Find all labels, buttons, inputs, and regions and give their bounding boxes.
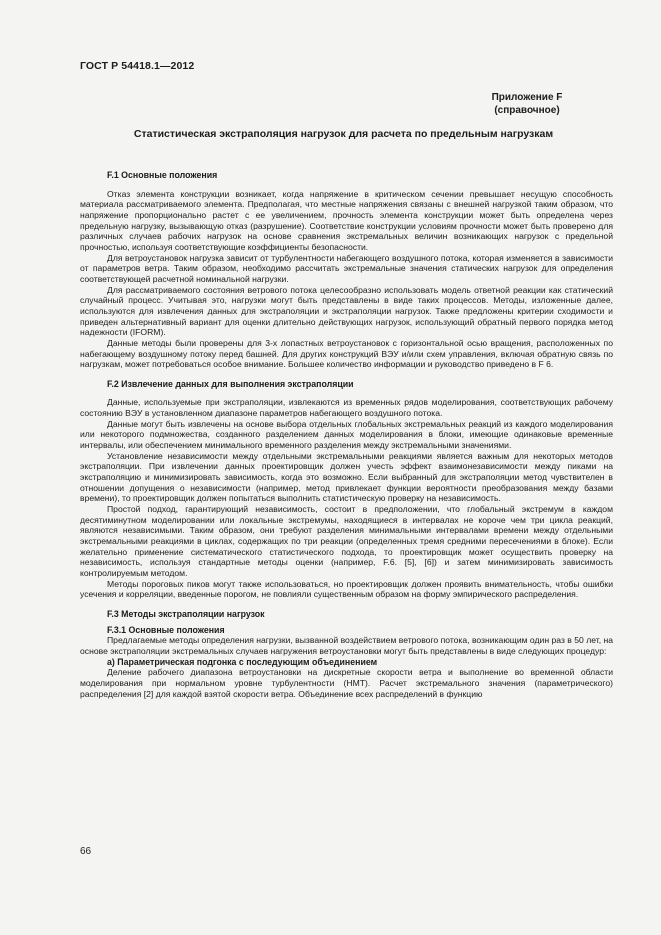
paragraph: Отказ элемента конструкции возникает, когда напряжение в критическом сечении превышает несущую способность материала рассматриваемого элемента. Предполагая, что местные напряжения связаны с внешней нагрузкой таким образом, что напряжение пропорционально растет с ее увеличением, прочность элемента конструкции может быть определена через предельную нагрузку, вызывающую отказ (разрушение). Соответствие конструкции условиям прочности может быть проверено для различных случаев рабочих нагрузок на основе сравнения экстремальных величин возникающих нагрузок с предельной прочностью, используя соответствующие коэффициенты безопасности. [80,188,613,252]
document-code: ГОСТ Р 54418.1—2012 [80,60,195,72]
list-item-a-heading: а) Параметрическая подгонка с последующим объединением [107,656,378,667]
main-title: Статистическая экстраполяция нагрузок для расчета по предельным нагрузкам [133,128,554,140]
paragraph: Для ветроустановок нагрузка зависит от турбулентности набегающего воздушного потока, которая изменяется в зависимости от параметров ветра. Таким образом, необходимо рассчитать экстремальные значения статических нагрузок для определения соответствующей расчетной номинальной нагрузки. [80,252,613,284]
appendix-label [80,91,605,117]
paragraph: Установление независимости между отдельными экстремальными реакциями является важным для некоторых методов экстраполяции. При извлечении данных проектировщик должен учесть эффект взаимонезависимости между пиками на экстраполяцию и минимизировать зависимость, когда это возможно. Если выбранный для экстраполяции метод чувствителен в отношении допущения о независимости (например, метод привлекает функции вероятности преобразования между базами времени), то проектировщик должен попытаться выполнить статистическую проверку на независимость. [80,450,613,504]
section-heading-f1: F.1 Основные положения [107,170,218,180]
subsection-heading-f3-1: F.3.1 Основные положения [107,624,225,635]
paragraph: Данные методы были проверены для 3-х лопастных ветроустановок с горизонтальной осью вращения, расположенных по набегающему воздушному потоку перед башней. Для других конструкций ВЭУ и/или схем управления, включая обратную связь по нагрузкам, может потребоваться особое внимание. Большее количество информации и руководство приведено в F 6. [80,337,613,370]
paragraph: Данные, используемые при экстраполяции, извлекаются из временных рядов моделирования, соответствующих рабочему состоянию ВЭУ в установленном диапазоне параметров набегающего воздушного потока. [80,397,613,419]
paragraph: Предлагаемые методы определения нагрузки, вызванной воздействием ветрового потока, возникающим один раз в 50 лет, на основе экстраполяции экстремальных случаев нагружения ветроустановки могут быть представлены в виде следующих процедур: [80,635,613,656]
section-heading-f2: F.2 Извлечение данных для выполнения экстраполяции [107,378,354,389]
paragraph: Для рассматриваемого состояния ветрового потока целесообразно использовать модель ответной реакции как статический случайный процесс. Учитывая это, нагрузки могут быть представлены в виде таких процессов. Методы, изложенные далее, используются для извлечения данных для экстраполяции и экстраполяции нагрузок. Также предложены критерии сходимости и приведен альтернативный вариант для оценки длительно действующих нагрузок, использующий обратный первого порядка метод надежности (IFORM). [80,284,613,338]
appendix-title: Приложение F [491,92,563,103]
document-body [80,170,613,699]
appendix-status: (справочное) [494,105,560,116]
paragraph: Простой подход, гарантирующий независимость, состоит в предположении, что глобальный экстремум в каждом десятиминутном моделировании или локальные экстремумы, находящиеся в интервалах не короче чем три цикла реакций, являются независимыми. Таким образом, они требуют разделения минимальными интервалами времени между отдельными экстремальными реакциями в циклах, содержащих по три реакции (определенных тремя средними пересечениями в блоке). Если желательно применение систематического статистического подхода, то проектировщик может осуществить проверку на независимость, используя стандартные методы оценки (например, F.6. [5], [6]) и затем минимизировать зависимость контролируемым методом. [80,504,613,578]
section-heading-f3: F.3 Методы экстраполяции нагрузок [107,608,265,619]
paragraph: Деление рабочего диапазона ветроустановки на дискретные скорости ветра и выполнение во временной области моделирования при нормальном уровне турбулентности (НМТ). Расчет экстремального значения (параметрического) распределения [2] для каждой взятой скорости ветра. Объединение всех распределений в функцию [80,667,613,699]
paragraph: Данные могут быть извлечены на основе выбора отдельных глобальных экстремальных реакций из каждого моделирования или некоторого подмножества, созданного разделением данных моделирования в блоки, имеющие одинаковые временные интервалы, или обеспечением минимального временного разделения между экстремальными значениями. [80,418,613,451]
paragraph: Методы пороговых пиков могут также использоваться, но проектировщик должен проявить внимательность, чтобы ошибки усечения и корреляции, введенные порогом, не повлияли существенным образом на форму эмпирического распределения. [80,578,613,600]
page-number: 66 [80,846,92,857]
